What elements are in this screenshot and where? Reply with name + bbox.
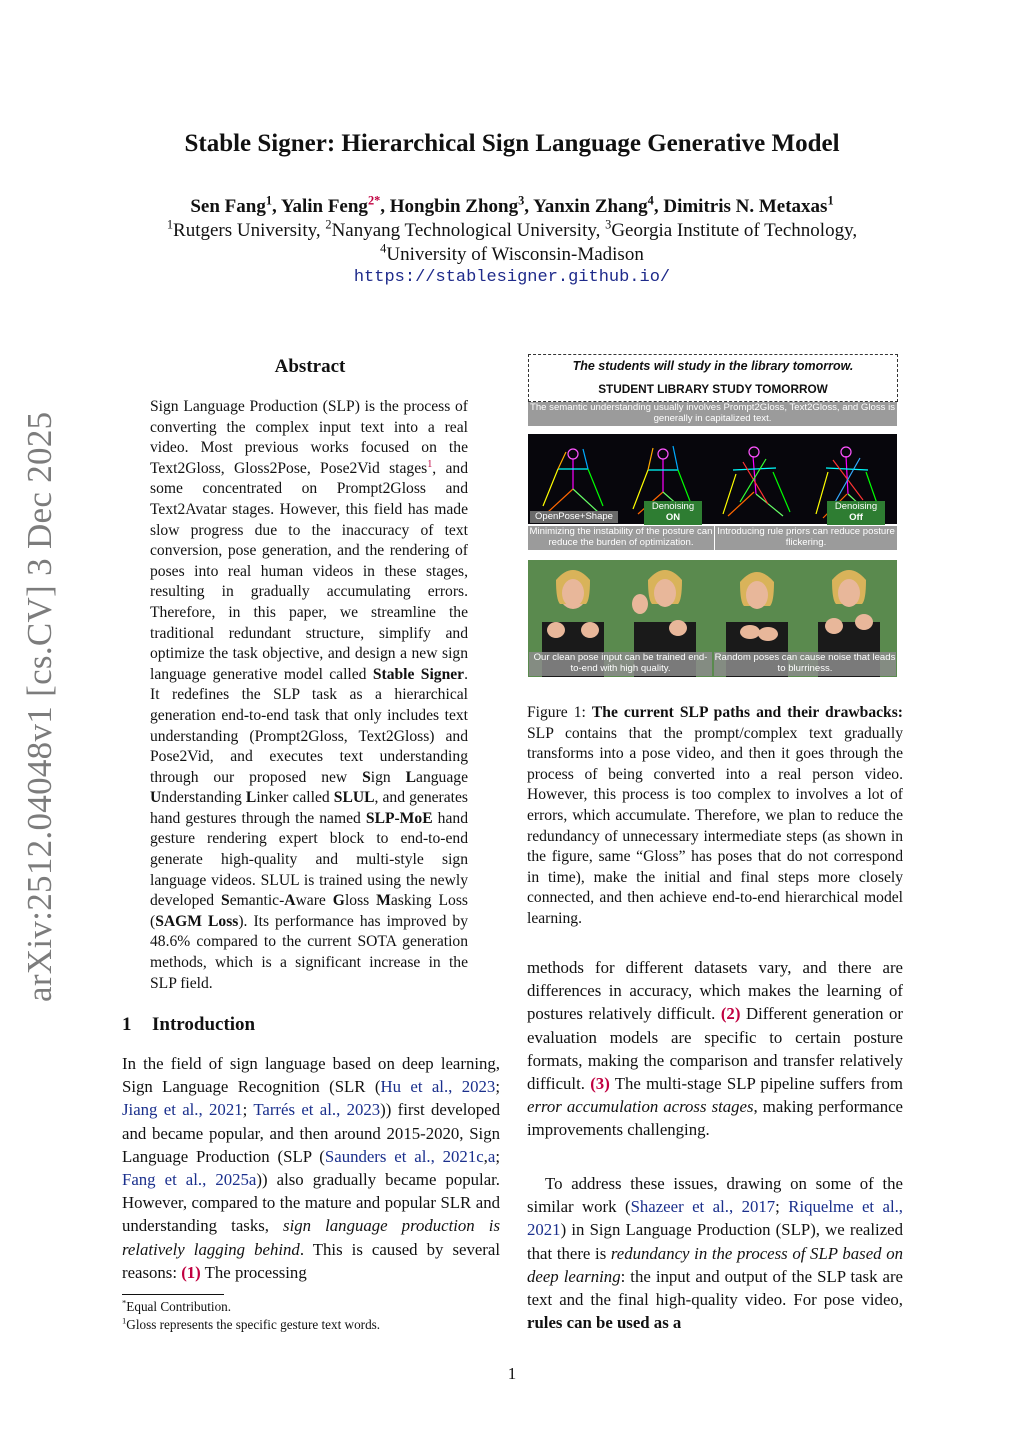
right-paragraph-1 xyxy=(527,956,903,1142)
footnote-text: Gloss represents the specific gesture text words. xyxy=(126,1317,381,1332)
citation-link[interactable]: Hu et al., 2023 xyxy=(380,1077,496,1097)
text-run: ; xyxy=(495,1146,500,1166)
input-sentence: The students will study in the library tomorrow. xyxy=(572,359,854,373)
text-run: ). Its performance has improved by 48.6% compared to the current SOTA generation methods, which is a significant increase in the SLP field. xyxy=(150,912,469,992)
author-name: Sen Fang xyxy=(190,196,266,217)
text-run: The processing xyxy=(200,1262,307,1282)
pose-note-right: Introducing rule priors can reduce posture flickering. xyxy=(715,526,897,550)
bold-run: Stable Signer xyxy=(372,665,465,683)
citation-link[interactable]: Jiang et al., 2021 xyxy=(122,1100,243,1120)
text-run: inker called xyxy=(256,789,334,807)
bold-run: L xyxy=(245,789,257,807)
footnote-ref: 1 xyxy=(427,458,433,470)
citation-link[interactable]: Saunders et al., 2021c xyxy=(324,1146,484,1166)
paper-title: Stable Signer: Hierarchical Sign Language Generative Model xyxy=(184,130,840,157)
text-run: , and generates hand gestures through the named xyxy=(150,789,468,827)
affiliation-sup: 2 xyxy=(325,217,332,232)
text-run: , making performance improvements challenging. xyxy=(527,1097,903,1140)
citation-link[interactable]: Riquelme et al., 2021 xyxy=(527,1197,903,1240)
gloss-text: STUDENT LIBRARY STUDY TOMORROW xyxy=(598,382,828,396)
author-name: Yanxin Zhang xyxy=(533,196,648,217)
text-run: ign xyxy=(370,768,406,786)
affiliation-name: Georgia Institute of Technology xyxy=(611,220,853,241)
denoising-on-state: ON xyxy=(665,512,681,523)
denoising-off-state: Off xyxy=(849,512,863,523)
author-name: Yalin Feng xyxy=(280,196,368,217)
text-run: , and some concentrated on Prompt2Gloss and Text2Avatar stages. However, this field has made slow progress due to the inaccuracy of text conversion, pose generation, and the rendering of poses into real human videos in these stages, resulting in gradually accumulating errors. Therefore, in this paper, we streamline the traditional redundant structure, simplify and optimize the task objective, and design a new sign language generative model called xyxy=(150,459,469,683)
bold-run: rules can be used as a xyxy=(527,1313,682,1333)
text-run: In the field of sign language based on deep learning, Sign Language Recognition (SLR ( xyxy=(122,1054,500,1097)
bold-run: SLUL xyxy=(333,789,375,807)
footnote-text: Equal Contribution. xyxy=(126,1299,232,1314)
caption-text: SLP contains that the prompt/complex text gradually transforms into a pose video, and then it goes through the process of being converted into a real person video. However, this process is too complex to involves a lot of errors, which accumulate. Therefore, we plan to reduce the redundancy of unnecessary intermediate steps (as shown in the figure, same “Gloss” has poses that do not correspond in time), make the initial and final steps more closely connected, and then achieve end-to-end hierarchical model learning. xyxy=(527,724,903,927)
text-run: To address these issues, drawing on some of the similar work ( xyxy=(527,1174,903,1217)
intro-paragraph xyxy=(122,1052,500,1284)
abstract-heading: Abstract xyxy=(274,356,346,377)
italic-run: sign language production is relatively lagging behind xyxy=(122,1216,500,1259)
caption-label: Figure 1: xyxy=(527,704,586,721)
skeleton-3 xyxy=(723,447,790,516)
pose-note-left: Minimizing the instability of the posture can reduce the burden of optimization. xyxy=(529,526,713,548)
text-run: : the input and output of the SLP task are text and the final high-quality video. For pose video, xyxy=(527,1266,903,1310)
arxiv-side-stamp: arXiv:2512.04048v1 [cs.CV] 3 Dec 2025 xyxy=(20,411,59,1002)
text-run: ; xyxy=(775,1197,789,1217)
reason-marker: (1) xyxy=(181,1262,201,1282)
text-run: ; xyxy=(495,1077,500,1097)
caption-bold: The current SLP paths and their drawbacks: xyxy=(591,704,903,721)
reason-marker: (2) xyxy=(720,1004,741,1024)
text-run: ) in Sign Language Production (SLP), we realized that there is xyxy=(527,1220,903,1263)
abstract-body xyxy=(150,397,468,994)
text-run: . It redefines the SLP task as a hierarchical generation end-to-end task that only includes text understanding (Prompt2Gloss, Text2Gloss) and Pose2Vid, and executes text understanding through our proposed new xyxy=(150,665,468,786)
right-paragraph-2 xyxy=(527,1172,903,1334)
signer-photos-image xyxy=(528,560,897,677)
text-run: methods for different datasets vary, and there are differences in accuracy, which makes the learning of postures relatively difficult. xyxy=(527,958,903,1024)
author-name: Hongbin Zhong xyxy=(389,196,519,217)
citation-link[interactable]: Shazeer et al., 2017 xyxy=(630,1197,776,1217)
text-run: )) also gradually became popular. However, compared to the mature and popular SLR and understanding tasks, xyxy=(122,1170,500,1236)
denoising-on-title: Denoising xyxy=(651,501,695,512)
text-run: asking Loss ( xyxy=(150,892,468,930)
figure-caption xyxy=(527,703,903,930)
reason-marker: (3) xyxy=(590,1074,610,1094)
bold-run: U xyxy=(150,789,162,807)
citation-link[interactable]: Tarrés et al., 2023 xyxy=(253,1100,381,1120)
affiliation-sup: 3 xyxy=(605,217,612,232)
footnote-gloss xyxy=(122,1316,500,1334)
author-sup: 1 xyxy=(827,193,834,208)
text-run: emantic- xyxy=(229,892,285,910)
text-run: ; xyxy=(242,1100,254,1120)
affiliation-sup: 1 xyxy=(166,217,174,232)
italic-run: error accumulation across stages xyxy=(527,1097,754,1117)
author-sup: 4 xyxy=(647,193,654,208)
photo-note-left: Our clean pose input can be trained end-to-end with high quality. xyxy=(529,652,712,676)
bold-run: SLP-MoE xyxy=(365,809,433,827)
bold-run: S xyxy=(362,768,371,786)
footnote-rule xyxy=(122,1294,224,1295)
skeleton-1 xyxy=(543,449,603,512)
text-run: Different generation or evaluation models are specific to certain posture formats, making the comparison and transfer relatively difficult. xyxy=(527,1004,903,1094)
affiliation-line-2 xyxy=(0,241,1024,266)
text-run: Sign Language Production (SLP) is the process of converting the complex input text into a real video. Most previous works focused on the Text2Gloss, Gloss2Pose, Pose2Vid stages xyxy=(150,398,468,477)
text-run: The multi-stage SLP pipeline suffers from xyxy=(609,1074,903,1094)
bold-run: A xyxy=(284,892,296,910)
bold-run: SAGM Loss xyxy=(155,912,239,930)
text-run: hand gesture rendering expert block to end-to-end generate high-quality and multi-style sign language videos. SLUL is trained using the newly developed xyxy=(150,809,468,910)
denoising-on-badge xyxy=(644,501,702,525)
denoising-off-title: Denoising xyxy=(834,501,878,512)
footnote-mark: * xyxy=(122,1297,127,1308)
citation-link[interactable]: Fang et al., 2025a xyxy=(122,1170,257,1190)
denoising-off-badge xyxy=(827,501,885,525)
figure-1 xyxy=(527,354,899,680)
affiliation-name: University of Wisconsin-Madison xyxy=(386,244,644,265)
photo-note-right: Random poses can cause noise that leads to blurriness. xyxy=(714,652,896,674)
project-url-link[interactable]: https://stablesigner.github.io/ xyxy=(353,268,671,287)
affiliation-line-1: $^1$Rutgers University, $^2$Nanyang Technological University, $^3$Georgia Institute of Technology, xyxy=(166,217,858,241)
bold-run: M xyxy=(376,892,391,910)
author-sup: 2* xyxy=(367,193,381,208)
affiliation-name: Rutgers University xyxy=(173,220,316,241)
text-run: , xyxy=(483,1146,488,1166)
text-run: )) first developed and became popular, and then around 2015-2020, Sign Language Production (SLP ( xyxy=(122,1100,501,1166)
italic-run: redundancy in the process of SLP based on deep learning xyxy=(527,1243,903,1286)
section-heading xyxy=(122,1014,255,1036)
semantic-note: The semantic understanding usually involves Prompt2Gloss, Text2Gloss, and Gloss is generally in capitalized text. xyxy=(529,402,896,424)
text-run: ware xyxy=(295,892,333,910)
section-number: 1 xyxy=(122,1014,132,1035)
bold-run: G xyxy=(332,892,345,910)
footnote-equal-contribution xyxy=(122,1298,500,1316)
pose-label: OpenPose+Shape xyxy=(530,511,618,523)
affiliation-name: Nanyang Technological University xyxy=(331,220,596,241)
author-name: Dimitris N. Metaxas xyxy=(663,196,828,217)
text-run: anguage xyxy=(416,768,468,786)
text-run: . This is caused by several reasons: xyxy=(122,1239,500,1282)
bold-run: S xyxy=(221,892,230,910)
text-run: loss xyxy=(344,892,377,910)
bold-run: L xyxy=(405,768,417,786)
section-title: Introduction xyxy=(152,1014,256,1035)
text-run: nderstanding xyxy=(161,789,246,807)
author-sup: 1 xyxy=(265,193,273,208)
footnote-mark: 1 xyxy=(122,1315,127,1326)
citation-link[interactable]: a xyxy=(487,1146,496,1166)
author-list: Sen Fang$^1$, Yalin Feng$^{2*}$, Hongbin Zhong$^3$, Yanxin Zhang$^4$, Dimitris N. Metaxas$^1$ xyxy=(190,193,834,217)
page-number: 1 xyxy=(507,1364,517,1383)
affiliation-sup: 4 xyxy=(380,241,387,256)
author-sup: 3 xyxy=(518,193,525,208)
